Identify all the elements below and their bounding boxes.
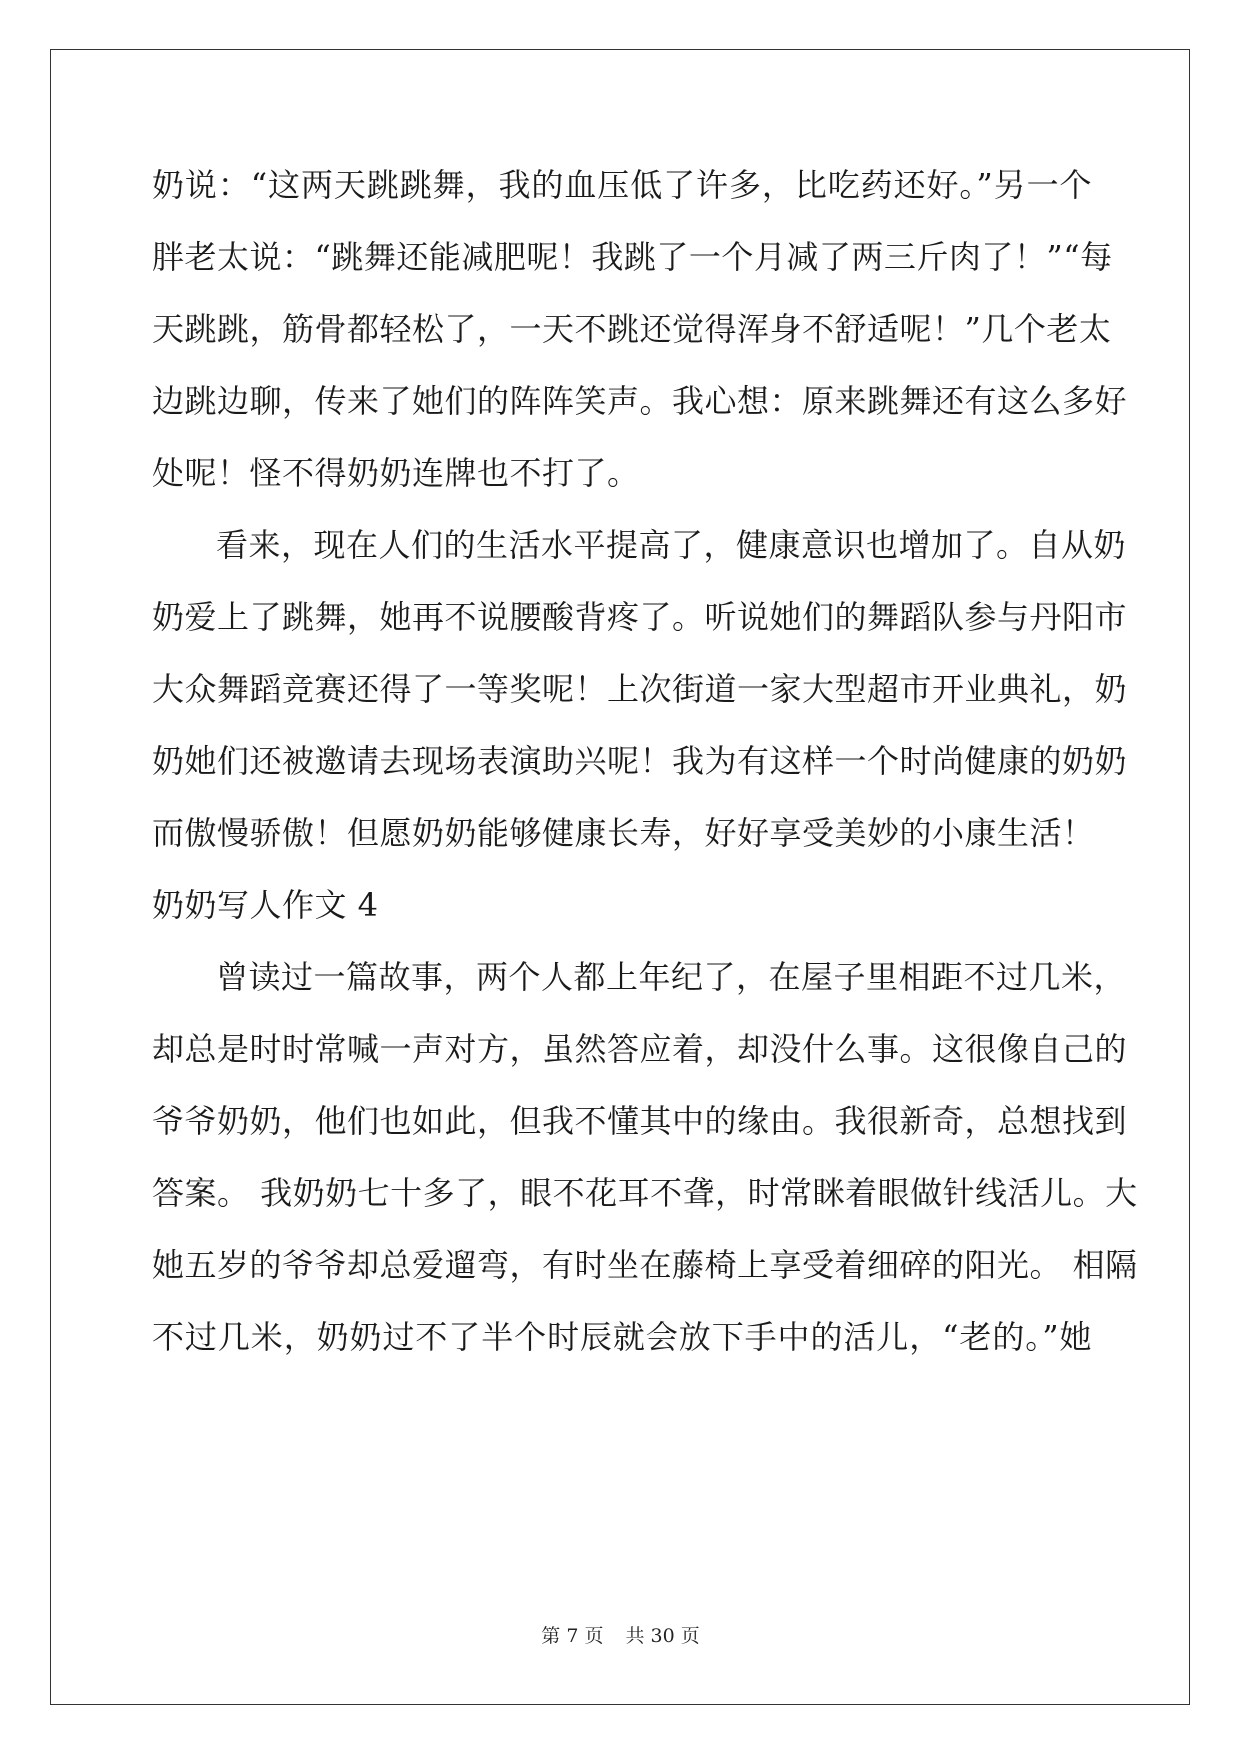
text-line: 看来，现在人们的生活水平提高了，健康意识也增加了。自从奶 (216, 526, 1127, 564)
text-line: 却总是时时常喊一声对方，虽然答应着，却没什么事。这很像自己的 (152, 1030, 1128, 1068)
page-number: 第 7 页 (541, 1625, 604, 1647)
text-line: 处呢！怪不得奶奶连牌也不打了。 (152, 454, 640, 492)
text-line: 天跳跳，筋骨都轻松了，一天不跳还觉得浑身不舒适呢！”几个老太 (152, 310, 1112, 348)
text-line: 爷爷奶奶，他们也如此，但我不懂其中的缘由。我很新奇，总想找到 (152, 1102, 1128, 1140)
text-line: 曾读过一篇故事，两个人都上年纪了，在屋子里相距不过几米， (216, 958, 1127, 996)
text-line: 而傲慢骄傲！但愿奶奶能够健康长寿，好好享受美妙的小康生活！ (152, 814, 1095, 852)
text-line: 她五岁的爷爷却总爱遛弯，有时坐在藤椅上享受着细碎的阳光。 相隔 (152, 1246, 1138, 1284)
text-line: 不过几米，奶奶过不了半个时辰就会放下手中的活儿，“老的。”她 (152, 1318, 1092, 1356)
text-line: 胖老太说：“跳舞还能减肥呢！我跳了一个月减了两三斤肉了！”“每 (152, 238, 1113, 276)
text-line: 答案。 我奶奶七十多了，眼不花耳不聋，时常眯着眼做针线活儿。大 (152, 1174, 1138, 1212)
page-border (50, 49, 1190, 1705)
text-line: 奶爱上了跳舞，她再不说腰酸背疼了。听说她们的舞蹈队参与丹阳市 (152, 598, 1128, 636)
section-title: 奶奶写人作文 4 (152, 886, 379, 924)
text-line: 边跳边聊，传来了她们的阵阵笑声。我心想：原来跳舞还有这么多好 (152, 382, 1128, 420)
text-line: 奶她们还被邀请去现场表演助兴呢！我为有这样一个时尚健康的奶奶 (152, 742, 1128, 780)
page-footer (0, 1624, 1241, 1648)
text-line: 奶说：“这两天跳跳舞，我的血压低了许多，比吃药还好。”另一个 (152, 166, 1092, 204)
text-line: 大众舞蹈竞赛还得了一等奖呢！上次街道一家大型超市开业典礼，奶 (152, 670, 1128, 708)
page-total: 共 30 页 (625, 1625, 700, 1647)
